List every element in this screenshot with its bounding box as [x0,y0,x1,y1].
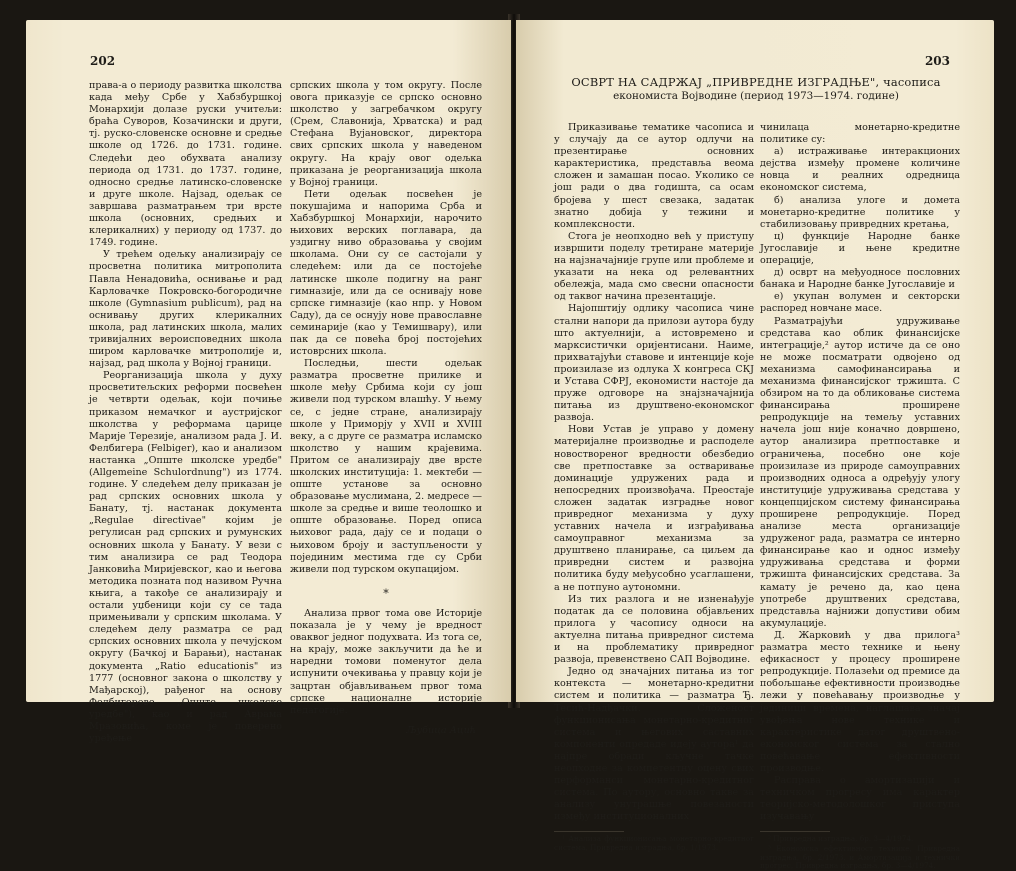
paragraph: Разматрајући удруживање средстава као облик финансијске интеграције,² аутор истиче да се оно не може посматрати одвојено од механизма самофинансирања и механизма финансијског тржишта. С обзиром на то да обликовање система финансирања проширене репродукције на темељу уставних начела још није коначно довршено, аутор анализира претпоставке и ограничења, посебно оне које произилазе из природе самоуправних производних односа а одређују улогу институције удруживања средстава у концепцијском систему финансирања проширене репродукције. Поред анализе места организације удруженог рада, разматра се интерно финансирање као и однос између удруживања средстава и форми тржишта финансијских средстава. За камату је речено да, као цена употребе друштвених средстава, представља најнижи допустиви обим акумулације. [760,315,960,629]
paragraph: Анализа првог тома ове Историје показала је у чему је вредност оваквог једног подухвата. Из тога се, на крају, може закључити да ће и наредни томови поменутог дела испунити очекивања у правцу који је зацртан објављивањем првог тома српске националне историје педагогије. [290,607,482,716]
footnote: ³ Економска ефективност технике, Привредна изградња, бр. 2/1973. и Амортизација и технички прогрес, Привредна изградња, бр. 3—4/1974. [760,844,960,871]
right-column-1 [554,122,754,853]
right-page [516,20,994,871]
paragraph: Стога је неопходно већ у приступу извршити поделу третиране материје на најзначајније групе или проблеме и указати на нека од релевантних обележја, мада смо свесни опасности од таквог начина презентације. [554,230,754,303]
list-item: б) анализа улоге и домета монетарно-кредитне политике у стабилизовању привредних кретања, [760,194,960,230]
list-item: а) истраживање интеракционих дејства између промене количине новца и реалних одредница економског система, [760,146,960,194]
paragraph: Приказивање тематике часописа и у случају да се аутор одлучи на презентирање основних карактеристика, представља веома сложен и замашан посао. Уколико се још ради о два годишта, са осам бројева у шест свезака, задатак знатно добија у тежини и комплексности. [554,122,754,230]
paragraph: Из тих разлога и не изненађује податак да се половина објављених прилога у часопису односи на актуелна питања привредног система и на проблематику привредног развоја, превенствено САП Војводине. [554,593,754,666]
list-item: е) укупан волумен и секторски распоред новчане масе. [760,291,960,315]
article-subtitle: економиста Војводине (период 1973—1974. године) [613,90,899,102]
author-signature: Љубица Ацић [406,724,476,736]
left-column-2 [290,80,482,737]
paragraph: Д. Жарковић у два прилога³ разматра место технике и њену ефикасност у процесу проширене репродукције. Полазећи од премисе да побољшање ефективности производње лежи у повећавању производње у јединици времена, наглашава значај увођења нове технике и карактеристике датог друштвено-економског система за стално повећавање ефективности производње. [760,629,961,774]
list-item: ц) функције Народне банке Југославије и њене кредитне операције, [760,230,960,267]
paragraph: Једно од значајних питања из тог контекста — монетарно-кредитни систем и политика — разматра Ђ. Тесић-Надђачки. Сложеност функционисања монетарно-кредитног система и његових саставних компоненти опредаде идеју аутора¹ да најпре обради кључне тачке неопходне за компетентну оцену свих перформанси монетарно-кредитног система. По аутору, основно такве за анализу унутрашње повезаности између институционалних [554,666,754,823]
footnote: ² Привредна изградња, бр. 3—4/1974. [768,834,914,844]
page-number: 202 [90,54,116,68]
paragraph: српских школа у том округу. После овога приказује се српско основно школство у загребачком округу (Срем, Славонија, Хрватска) и рад Стефана Вујановског, директора свих српских школа у наведеном округу. На крају овог одељка приказана је реорганизација школа у Војној граници. [290,80,482,188]
paragraph: Најопштију одлику часописа чине стални напори да прилози аутора буду што актуелнији, а истовремено и марксистички оријентисани. Наиме, прихватајући ставове и интенције које произилазе из одлука X конгреса СКЈ и Устава СФРЈ, економисти настоје да пруже одговоре на знајзначајнија питања из друштвено-економског развоја. [554,303,754,424]
page-number: 203 [924,54,950,68]
paragraph: Пети одељак посвећен је покушајима и напорима Срба и Хабзбуршкој Монархији, нарочито њихових верских поглавара, да уздигну ниво образовања у својим школама. Они су се састојали у следећем: или да се постојеће латинске школе подигну на ранг гимназије, или да се оснивају нове српске гимназије (као нпр. у Новом Саду), да се оснују нове православне семинарије (као у Темишвару), или пак да се повећа број постојећих истоврсних школа. [290,188,482,358]
article-title: ОСВРТ НА САДРЖАЈ „ПРИВРЕДНЕ ИЗГРАДЊЕ", часописа [571,75,941,89]
footnote: ¹ Анализа функционисања монетарно-кредитног система, Привредна изградња, бр. 1/1973. [554,834,754,853]
paragraph: У трећем одељку анализирају се просветна политика митрополита Павла Ненадовића, оснивање и рад Карловачке Покровско-богородичне школе (Gymnasium publicum), рад на оснивању других клерикалних школа, рад латинских школа, малих тривијалних вероисповедних школа широм карловачке митрополије и, најзад, рад школа у Војној граници. [89,249,282,370]
paragraph: Нови Устав је управо у домену материјалне производње и расподеле новоствореног вредности обезбедио све претпоставке за остваривање доминације удружених рада и непосредних произвођача. Преостаје сложен задатак изградње новог привредног механизма у духу уставних начела и изграђивања самоуправног механизма за друштвено планирање, са циљем да привредни систем и развојна политика буду међусобно усаглашени, а не потпуно аутономни. [554,424,754,593]
list-item: д) осврт на међуодносе пословних банака и Народне банке Југославије и [760,267,960,291]
footnote-rule [760,831,830,832]
paragraph: Расправа о амортизацији и техничком прогресу има карактер теоријско-методолошког приступа изучавању [760,775,960,823]
left-page [26,20,511,745]
left-column-1 [89,80,282,745]
paragraph: Последњи, шести одељак разматра просветне прилике и школе међу Србима који су још живели под турском влашћу. У њему се, с једне стране, анализирају школе у Приморју у XVII и XVIII веку, а с друге се разматра исламско школство у нашим крајевима. Притом се анализирају две врсте школских институција: 1. мектеби — опште установе за основно образовање муслимана, 2. медресе — школе за средње и више теолошко и опште образовање. Поред описа њиховог рада, дају се и подаци о њиховом броју и заступљености у појединим местима где су Срби живели под турском окупацијом. [290,358,482,575]
paragraph: права-а о периоду развитка школства када међу Србе у Хабзбуршкој Монархији долазе руски учитељи: браћа Суворов, Козачински и други, тј. руско-словенске основне и средње школе од 1726. до 1731. године. Следећи део обухвата анализу периода од 1731. до 1737. године, односно средње латинско-словенске и друге школе. Најзад, одељак се завршава разматрањем три врсте школа (основних, средњих и клерикалних) у периоду од 1737. до 1749. године. [89,80,282,249]
paragraph: чинилаца монетарно-кредитне политике су: [760,122,960,146]
paragraph: Реорганизација школа у духу просветитељских реформи посвећен је четврти одељак, који почиње приказом немачког и аустријског школства у реформама царице Марије Терезије, анализом рада Ј. И. Фелбигера (Felbiger), као и анализом настанка „Опште школске уредбе" (Allgemeine Schulordnung") из 1774. године. У следећем делу приказан је рад српских основних школа у Банату, тј. настанак документа „Regulae directivae" којим је регулисан рад српских и румунских основних школа у Банату. У вези с тим анализира се рад Теодора Јанковића Миријевског, као и његова методика позната под називом Ручна књига, а такође се анализирају и остали уџбеници који су се тада примењивали у српским школама. У следећем делу разматра се рад српских основних школа у печујском округу (Бачкој и Барањи), настанак документа „Ratio educationis" из 1777 (основног закона о школству у Мађарској), рађеног на основу Фелбигерове „Опште школске уредбе"), као и рад Аврама Мразовића, коме је поверено уређење [89,370,282,745]
right-column-2 [760,122,960,871]
section-separator: * [383,586,389,600]
footnote-rule [554,831,624,832]
